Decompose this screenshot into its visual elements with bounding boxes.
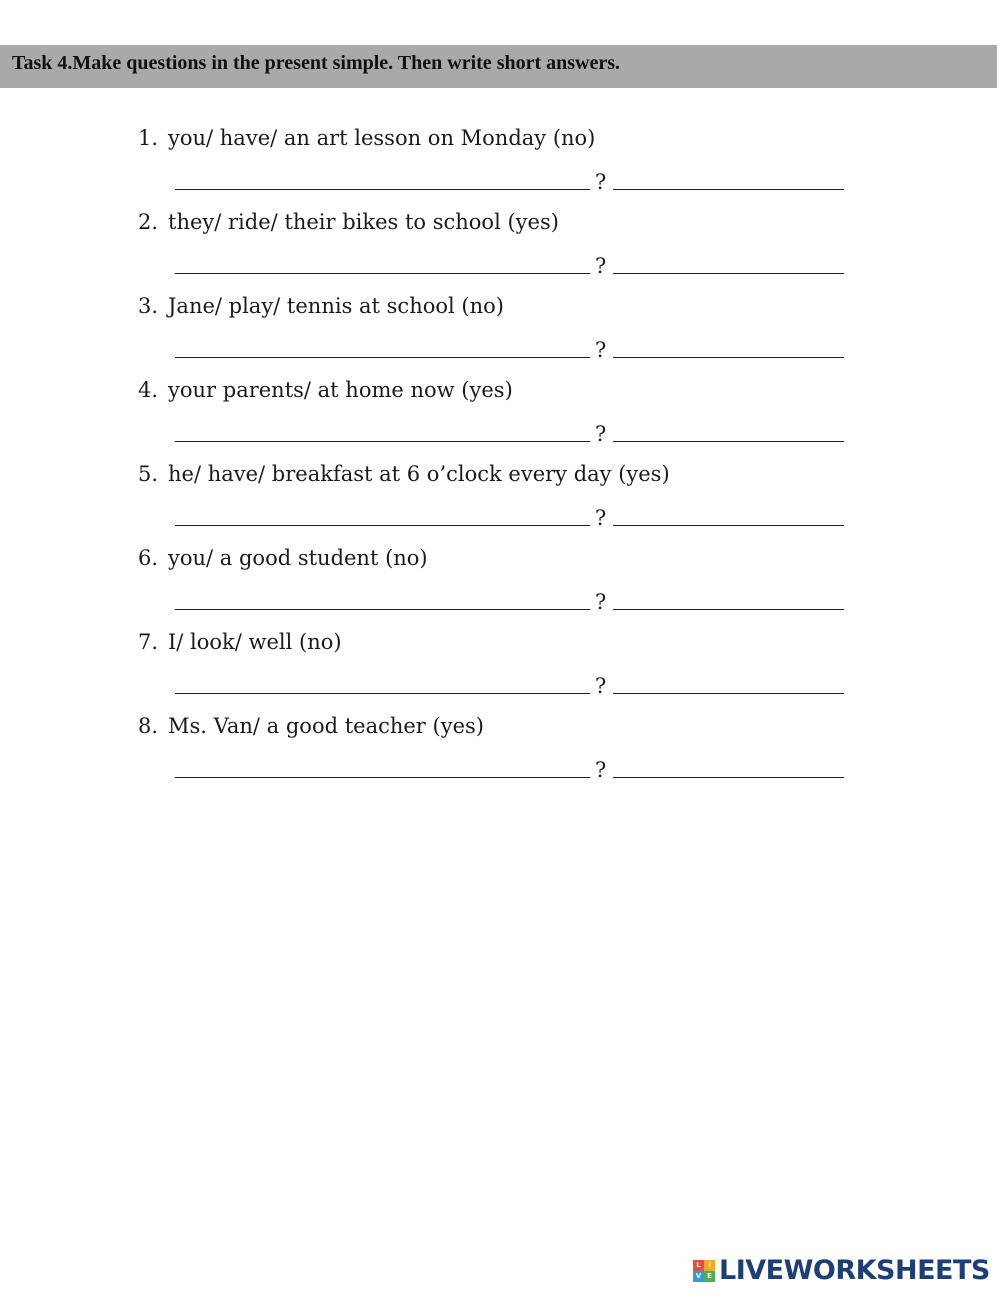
prompt-text: they/ ride/ their bikes to school (yes) (168, 210, 559, 234)
item-number: 5. (138, 462, 159, 486)
logo-text: LIVEWORKSHEETS (719, 1255, 990, 1286)
question-blank[interactable] (175, 693, 590, 694)
prompt (138, 294, 504, 318)
prompt-text: I/ look/ well (no) (168, 630, 342, 654)
question-mark: ? (595, 674, 607, 698)
prompt-text: he/ have/ breakfast at 6 o’clock every day (yes) (168, 462, 670, 486)
question-mark: ? (595, 422, 607, 446)
question-mark: ? (595, 254, 607, 278)
item-number: 8. (138, 714, 159, 738)
answer-line (0, 506, 1000, 532)
exercise-item-7 (0, 630, 1000, 714)
answer-line (0, 758, 1000, 784)
exercise-item-5 (0, 462, 1000, 546)
prompt-text: you/ have/ an art lesson on Monday (no) (168, 126, 596, 150)
logo-badge-icon (693, 1260, 715, 1282)
short-answer-blank[interactable] (613, 441, 844, 442)
exercise-item-6 (0, 546, 1000, 630)
prompt-text: Jane/ play/ tennis at school (no) (168, 294, 504, 318)
answer-line (0, 674, 1000, 700)
question-mark: ? (595, 338, 607, 362)
question-blank[interactable] (175, 777, 590, 778)
question-blank[interactable] (175, 357, 590, 358)
answer-line (0, 338, 1000, 364)
short-answer-blank[interactable] (613, 357, 844, 358)
prompt-text: Ms. Van/ a good teacher (yes) (168, 714, 484, 738)
answer-line (0, 254, 1000, 280)
task-header (0, 45, 997, 88)
exercise-item-3 (0, 294, 1000, 378)
prompt (138, 210, 559, 234)
badge-letter-i: I (704, 1260, 715, 1271)
short-answer-blank[interactable] (613, 189, 844, 190)
item-number: 6. (138, 546, 159, 570)
question-blank[interactable] (175, 189, 590, 190)
question-blank[interactable] (175, 273, 590, 274)
short-answer-blank[interactable] (613, 693, 844, 694)
prompt (138, 378, 513, 402)
exercise-item-8 (0, 714, 1000, 798)
prompt (138, 714, 484, 738)
short-answer-blank[interactable] (613, 777, 844, 778)
item-number: 2. (138, 210, 159, 234)
item-number: 3. (138, 294, 159, 318)
exercise-item-1 (0, 126, 1000, 210)
question-mark: ? (595, 170, 607, 194)
badge-letter-e: E (704, 1271, 715, 1282)
prompt-text: your parents/ at home now (yes) (168, 378, 513, 402)
answer-line (0, 170, 1000, 196)
question-blank[interactable] (175, 441, 590, 442)
prompt (138, 126, 595, 150)
item-number: 4. (138, 378, 159, 402)
answer-line (0, 422, 1000, 448)
answer-line (0, 590, 1000, 616)
short-answer-blank[interactable] (613, 525, 844, 526)
liveworksheets-logo (693, 1255, 990, 1286)
prompt (138, 462, 670, 486)
task-title: Task 4.Make questions in the present simple. Then write short answers. (12, 52, 621, 74)
question-blank[interactable] (175, 525, 590, 526)
prompt-text: you/ a good student (no) (168, 546, 428, 570)
short-answer-blank[interactable] (613, 273, 844, 274)
question-blank[interactable] (175, 609, 590, 610)
question-mark: ? (595, 590, 607, 614)
question-mark: ? (595, 506, 607, 530)
prompt (138, 546, 428, 570)
question-mark: ? (595, 758, 607, 782)
item-number: 7. (138, 630, 159, 654)
short-answer-blank[interactable] (613, 609, 844, 610)
badge-letter-v: V (693, 1271, 704, 1282)
exercise-item-2 (0, 210, 1000, 294)
badge-letter-l: L (693, 1260, 704, 1271)
item-number: 1. (138, 126, 159, 150)
prompt (138, 630, 342, 654)
exercise-item-4 (0, 378, 1000, 462)
